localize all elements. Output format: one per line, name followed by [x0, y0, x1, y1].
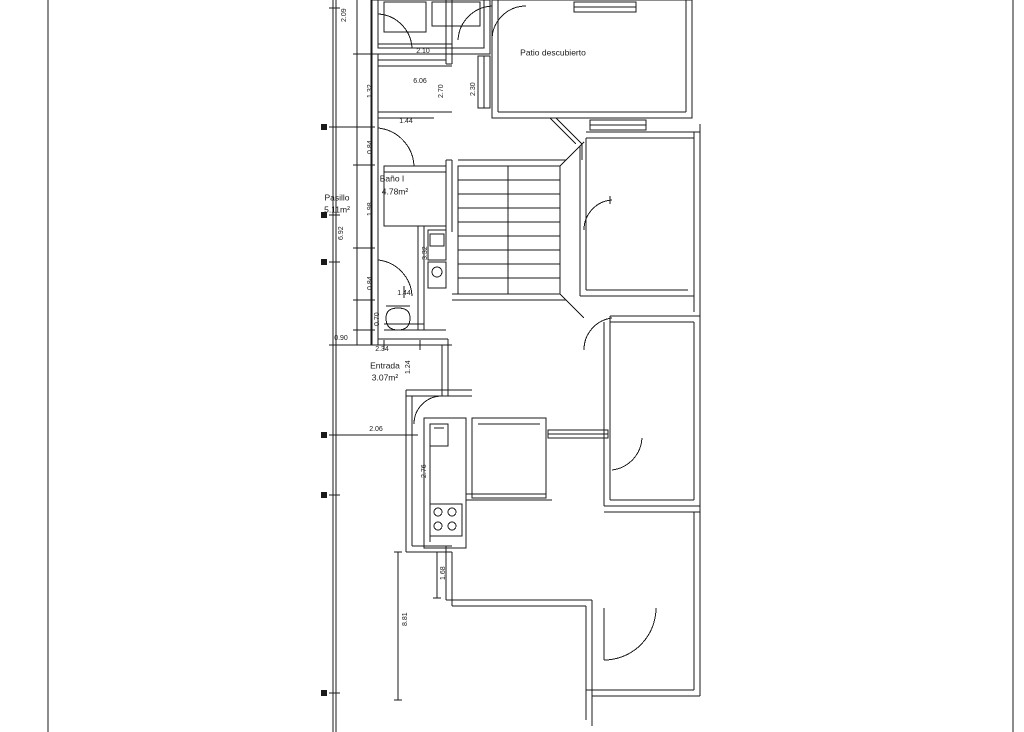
dimension-label: 2.10 [416, 48, 430, 56]
dimension-label: 1.24 [405, 360, 412, 374]
dimension-label: 1.98 [367, 202, 374, 216]
dimension-label: 0.70 [374, 312, 381, 326]
dimension-label: 1.44 [397, 290, 411, 298]
room-label-patio: Patio descubierto [520, 47, 586, 58]
room-area-pasillo: 5.11m² [324, 204, 350, 215]
dimension-label: 2.70 [438, 84, 445, 98]
room-area-entrada: 3.07m² [371, 372, 399, 383]
dimension-label: 0.84 [367, 140, 374, 154]
dimension-label: 2.30 [470, 82, 477, 96]
dimension-label: 6.92 [338, 226, 345, 240]
dimension-label: 2.34 [375, 346, 389, 354]
room-label-bano: Baño I [379, 173, 405, 184]
dimension-label: 2.09 [341, 8, 348, 22]
room-area-bano: 4.78m² [381, 186, 409, 197]
dimension-label: 1.44 [399, 118, 413, 126]
dimension-label: 0.84 [367, 276, 374, 290]
room-label-entrada: Entrada [370, 360, 400, 371]
dimension-label: 6.06 [413, 78, 427, 86]
dimension-label: 2.06 [369, 426, 383, 434]
dimension-label: 2.76 [421, 464, 428, 478]
dimension-label: 1.32 [367, 84, 374, 98]
room-label-pasillo: Pasillo [324, 192, 350, 203]
dimension-label: 3.32 [422, 246, 429, 260]
dimension-label: 8.81 [402, 612, 409, 626]
dimension-label: 0.90 [334, 335, 348, 343]
dimension-label: 1.68 [440, 566, 447, 580]
